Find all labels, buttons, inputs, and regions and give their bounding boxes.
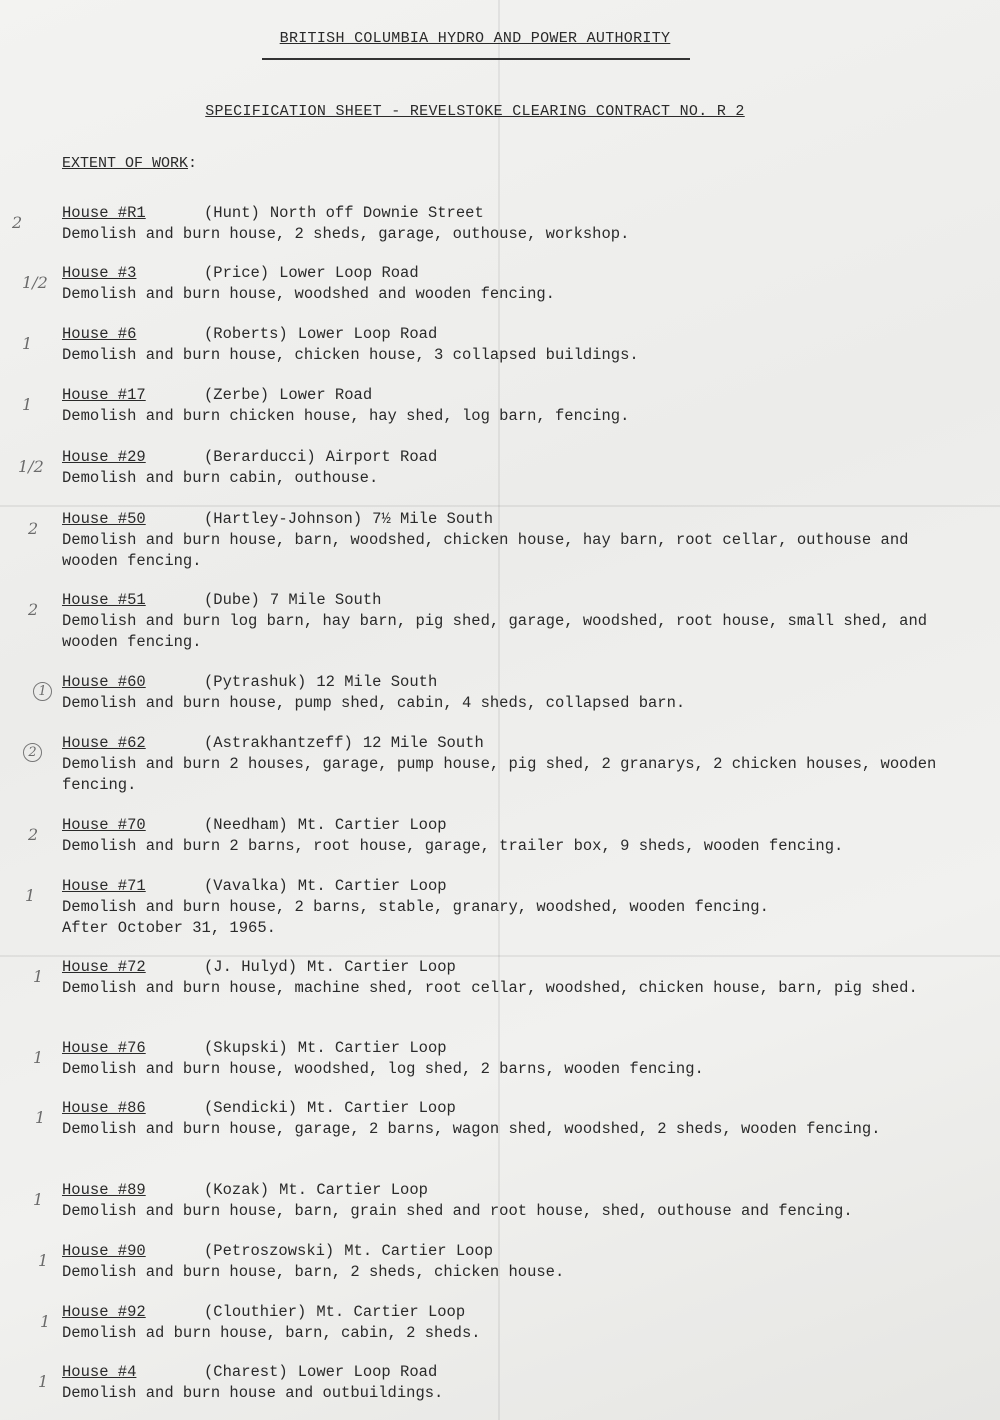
location: Mt. Cartier Loop — [344, 1242, 494, 1260]
handwritten-mark: 1 — [22, 395, 33, 414]
location: Airport Road — [325, 448, 438, 466]
entry-header — [62, 1098, 962, 1119]
entry-header — [62, 876, 962, 897]
entry-header — [62, 957, 962, 978]
work-description: Demolish ad burn house, barn, cabin, 2 sheds. — [62, 1324, 481, 1342]
owner-name: (Astrakhantzeff) — [204, 734, 353, 752]
entry-header — [62, 1180, 962, 1201]
house-number: House #72 — [62, 958, 146, 976]
entry-header — [62, 1038, 962, 1059]
house-number: House #17 — [62, 386, 146, 404]
handwritten-mark: 2 — [28, 519, 39, 538]
handwritten-mark: 1 — [33, 1048, 44, 1067]
org-title: BRITISH COLUMBIA HYDRO AND POWER AUTHORITY — [279, 30, 671, 47]
work-description: Demolish and burn house, barn, woodshed, chicken house, hay barn, root cellar, outhouse and wooden fencing. — [62, 531, 909, 570]
work-description: Demolish and burn cabin, outhouse. — [62, 469, 379, 487]
handwritten-mark: 2 — [12, 213, 23, 232]
house-number: House #70 — [62, 816, 146, 834]
work-description: Demolish and burn house, garage, 2 barns, wagon shed, woodshed, 2 sheds, wooden fencing. — [62, 1120, 881, 1138]
owner-name: (Roberts) — [204, 325, 288, 343]
handwritten-mark: 1 — [40, 1312, 51, 1331]
entry-header — [62, 385, 962, 406]
work-description: Demolish and burn log barn, hay barn, pig shed, garage, woodshed, root house, small shed, and wooden fencing. — [62, 612, 928, 651]
work-description: Demolish and burn house, machine shed, root cellar, woodshed, chicken house, barn, pig shed. — [62, 979, 918, 997]
work-description: Demolish and burn house, woodshed, log shed, 2 barns, wooden fencing. — [62, 1060, 704, 1078]
house-number: House #4 — [62, 1363, 137, 1381]
work-description: Demolish and burn house and outbuildings. — [62, 1384, 444, 1402]
house-entry — [62, 672, 962, 714]
owner-name: (Clouthier) — [204, 1303, 307, 1321]
house-number: House #51 — [62, 591, 146, 609]
owner-name: (Dube) — [204, 591, 260, 609]
location: Lower Loop Road — [297, 325, 438, 343]
owner-name: (Skupski) — [204, 1039, 288, 1057]
work-description: Demolish and burn house, pump shed, cabin, 4 sheds, collapsed barn. — [62, 694, 686, 712]
house-number: House #86 — [62, 1099, 146, 1117]
location: Mt. Cartier Loop — [297, 816, 447, 834]
handwritten-mark: 1/2 — [18, 457, 44, 476]
handwritten-mark: 1 — [38, 1251, 49, 1270]
location: North off Downie Street — [269, 204, 484, 222]
location: Mt. Cartier Loop — [297, 1039, 447, 1057]
house-entry — [62, 1241, 962, 1283]
extent-heading — [62, 155, 197, 172]
house-entry — [62, 876, 962, 939]
location: Lower Loop Road — [297, 1363, 438, 1381]
location: Lower Road — [279, 386, 373, 404]
location: 12 Mile South — [362, 734, 484, 752]
house-number: House #90 — [62, 1242, 146, 1260]
handwritten-mark: 1 — [38, 1372, 49, 1391]
house-entry — [62, 1180, 962, 1222]
house-number: House #89 — [62, 1181, 146, 1199]
spec-title: SPECIFICATION SHEET - REVELSTOKE CLEARING CONTRACT NO. R 2 — [205, 103, 745, 120]
house-number: House #92 — [62, 1303, 146, 1321]
entry-header — [62, 509, 962, 530]
location: 7 Mile South — [269, 591, 382, 609]
house-number: House #R1 — [62, 204, 146, 222]
handwritten-mark: 2 — [28, 600, 39, 619]
entry-header — [62, 1302, 962, 1323]
house-entry — [62, 957, 962, 999]
work-description: Demolish and burn house, 2 sheds, garage, outhouse, workshop. — [62, 225, 630, 243]
work-description: Demolish and burn chicken house, hay shed, log barn, fencing. — [62, 407, 630, 425]
house-entry — [62, 1362, 962, 1404]
entry-header — [62, 590, 962, 611]
location: 7½ Mile South — [372, 510, 494, 528]
fold-crease — [0, 505, 1000, 507]
house-number: House #76 — [62, 1039, 146, 1057]
location: Mt. Cartier Loop — [279, 1181, 428, 1199]
owner-name: (Zerbe) — [204, 386, 270, 404]
house-number: House #50 — [62, 510, 146, 528]
work-description: Demolish and burn house, barn, 2 sheds, chicken house. — [62, 1263, 565, 1281]
house-entry — [62, 447, 962, 489]
house-entry — [62, 263, 962, 305]
handwritten-mark: 2 — [28, 825, 39, 844]
location: Mt. Cartier Loop — [307, 1099, 456, 1117]
house-entry — [62, 1302, 962, 1344]
house-entry — [62, 203, 962, 245]
handwritten-mark: 1 — [22, 334, 33, 353]
owner-name: (Petroszowski) — [204, 1242, 335, 1260]
house-number: House #60 — [62, 673, 146, 691]
house-entry — [62, 509, 962, 572]
entry-header — [62, 1362, 962, 1383]
location: Lower Loop Road — [279, 264, 419, 282]
location: 12 Mile South — [316, 673, 438, 691]
handwritten-mark: 2 — [23, 743, 42, 762]
house-number: House #29 — [62, 448, 146, 466]
house-number: House #71 — [62, 877, 146, 895]
house-entry — [62, 324, 962, 366]
handwritten-mark: 1 — [33, 967, 44, 986]
handwritten-mark: 1 — [35, 1108, 46, 1127]
location: Mt. Cartier Loop — [307, 958, 456, 976]
entry-header — [62, 733, 962, 754]
owner-name: (Sendicki) — [204, 1099, 298, 1117]
owner-name: (Pytrashuk) — [204, 673, 307, 691]
owner-name: (Kozak) — [204, 1181, 270, 1199]
work-description: Demolish and burn 2 houses, garage, pump house, pig shed, 2 granarys, 2 chicken houses, wooden fencing. — [62, 755, 937, 794]
owner-name: (Needham) — [204, 816, 288, 834]
entry-header — [62, 324, 962, 345]
owner-name: (Hunt) — [204, 204, 260, 222]
handwritten-mark: 1 — [33, 1190, 44, 1209]
owner-name: (Charest) — [204, 1363, 288, 1381]
house-number: House #62 — [62, 734, 146, 752]
house-number: House #6 — [62, 325, 137, 343]
work-description: Demolish and burn house, woodshed and wooden fencing. — [62, 285, 555, 303]
house-entry — [62, 590, 962, 653]
entry-header — [62, 672, 962, 693]
work-description: Demolish and burn 2 barns, root house, garage, trailer box, 9 sheds, wooden fencing. — [62, 837, 844, 855]
owner-name: (Berarducci) — [204, 448, 316, 466]
house-number: House #3 — [62, 264, 137, 282]
entry-header — [62, 815, 962, 836]
house-entry — [62, 385, 962, 427]
handwritten-mark: 1 — [25, 886, 36, 905]
location: Mt. Cartier Loop — [297, 877, 447, 895]
owner-name: (Price) — [204, 264, 270, 282]
extent-colon: : — [188, 155, 198, 172]
entry-header — [62, 263, 962, 284]
house-entry — [62, 815, 962, 857]
extent-label: EXTENT OF WORK — [62, 155, 189, 172]
entry-header — [62, 447, 962, 468]
owner-name: (Vavalka) — [204, 877, 288, 895]
house-entry — [62, 733, 962, 796]
handwritten-mark: 1 — [33, 682, 52, 701]
owner-name: (Hartley-Johnson) — [204, 510, 363, 528]
work-note: After October 31, 1965. — [62, 919, 276, 937]
owner-name: (J. Hulyd) — [204, 958, 298, 976]
work-description: Demolish and burn house, 2 barns, stable, granary, woodshed, wooden fencing. — [62, 898, 769, 916]
work-description: Demolish and burn house, barn, grain shed and root house, shed, outhouse and fencing. — [62, 1202, 853, 1220]
house-entry — [62, 1098, 962, 1140]
handwritten-mark: 1/2 — [22, 273, 48, 292]
entry-header — [62, 1241, 962, 1262]
house-entry — [62, 1038, 962, 1080]
work-description: Demolish and burn house, chicken house, 3 collapsed buildings. — [62, 346, 639, 364]
location: Mt. Cartier Loop — [316, 1303, 466, 1321]
entry-header — [62, 203, 962, 224]
title-underline — [262, 58, 690, 60]
